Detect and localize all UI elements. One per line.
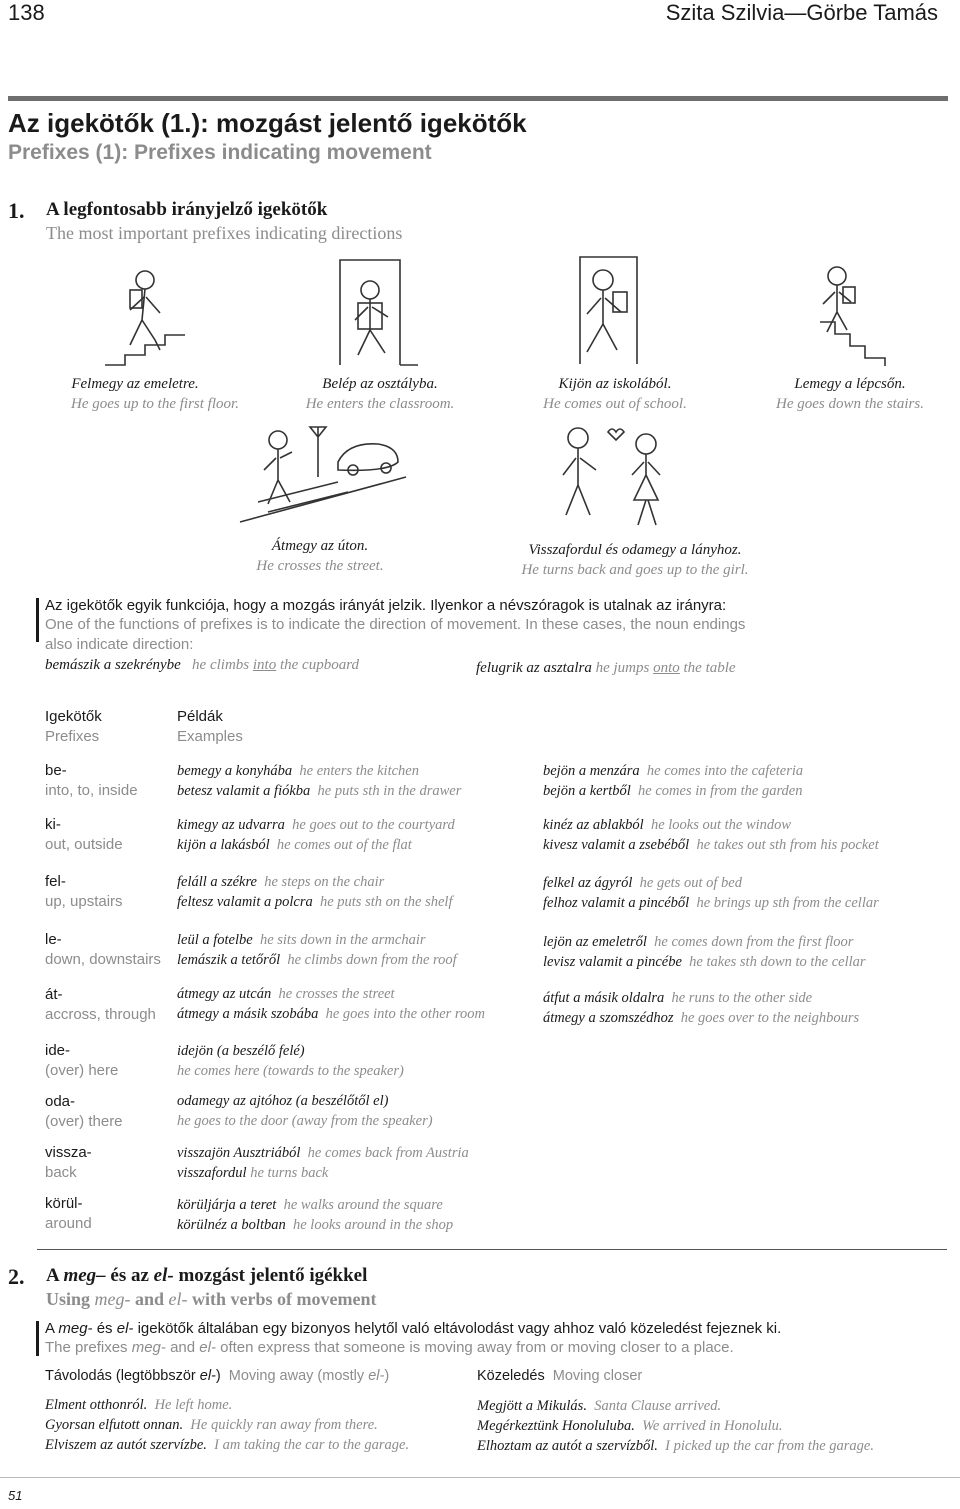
- examples-fel-col1: [177, 872, 452, 912]
- examples-ide: [177, 1041, 404, 1081]
- ex-hu: bejön a kertből: [543, 783, 631, 799]
- note-2-hu: [45, 1320, 781, 1337]
- ex-hu: visszafordul: [177, 1165, 247, 1181]
- examples-at-col2: [543, 988, 859, 1028]
- closer-hu: Közeledés: [477, 1368, 545, 1384]
- prefix-label: ide-: [45, 1042, 71, 1059]
- note-part: igekötők általában egy bizonyos helytől való eltávolodást vagy ahhoz való közeledést fejeznek ki.: [133, 1320, 782, 1337]
- ex-en: he puts sth in the drawer: [317, 783, 462, 799]
- note-1-bar: [36, 598, 39, 642]
- away-en-el: el-: [368, 1368, 385, 1384]
- ex-en: He left home.: [154, 1397, 233, 1413]
- example-1-en-underlined: into: [252, 657, 277, 673]
- moving-closer-examples: [477, 1396, 874, 1456]
- table-row-vissza: [45, 1143, 92, 1183]
- note-2-en: [45, 1339, 734, 1356]
- section-2-number: 2.: [8, 1264, 25, 1289]
- examples-ki-col1: [177, 815, 455, 855]
- caption-3-hu: Kijön az iskolából.: [558, 376, 672, 392]
- ex-en: he gets out of bed: [639, 875, 742, 891]
- note-meg: meg-: [58, 1320, 93, 1337]
- note-part: A: [45, 1320, 59, 1337]
- table-col-prefix-en: Prefixes: [45, 728, 100, 745]
- example-1-en-post: the cupboard: [276, 657, 359, 673]
- caption-4-en: He goes down the stairs.: [776, 396, 924, 412]
- ex-en: he looks out the window: [650, 817, 792, 833]
- ex-en: he climbs down from the roof: [287, 952, 457, 968]
- ex-hu: kijön a lakásból: [177, 837, 270, 853]
- ex-en: He quickly ran away from there.: [190, 1417, 378, 1433]
- ex-hu: feláll a székre: [177, 874, 257, 890]
- footer-rule: [0, 1477, 960, 1478]
- illustration-cross-street: [238, 422, 408, 527]
- ex-hu: átmegy az utcán: [177, 986, 272, 1002]
- table-row-le: [45, 930, 161, 970]
- ex-hu: odamegy az ajtóhoz (a beszélőtől el): [177, 1093, 389, 1109]
- prefix-label: át-: [45, 986, 63, 1003]
- ex-en: he comes in from the garden: [638, 783, 803, 799]
- illustration-exit-school: [565, 252, 645, 367]
- ex-en: he comes down from the first floor: [654, 934, 854, 950]
- prefix-meaning: (over) here: [45, 1062, 119, 1079]
- ex-hu: felhoz valamit a pincéből: [543, 895, 690, 911]
- title-rule: [8, 96, 948, 101]
- note-part: és: [92, 1320, 117, 1337]
- prefix-label: ki-: [45, 816, 61, 833]
- ex-en: he comes out of the flat: [276, 837, 412, 853]
- ex-en: he comes back from Austria: [307, 1145, 469, 1161]
- sub-part: and: [130, 1289, 169, 1309]
- caption-6-en: He turns back and goes up to the girl.: [521, 562, 749, 578]
- note-part: often express that someone is moving away from or moving closer to a place.: [215, 1339, 734, 1356]
- ex-hu: átmegy a másik szobába: [177, 1006, 319, 1022]
- section-1-number: 1.: [8, 198, 25, 223]
- table-col-examples-en: Examples: [177, 728, 243, 745]
- closer-en: Moving closer: [552, 1368, 643, 1384]
- ex-en: he takes sth down to the cellar: [689, 954, 866, 970]
- example-1-hu: bemászik a szekrénybe: [45, 657, 181, 673]
- table-row-at: [45, 985, 156, 1025]
- ex-en: Santa Clause arrived.: [594, 1398, 722, 1414]
- note-1-en-line1: One of the functions of prefixes is to indicate the direction of movement. In these cases, the noun endings: [45, 616, 746, 633]
- caption-5-en: He crosses the street.: [256, 558, 384, 574]
- table-row-ki: [45, 815, 123, 855]
- section-divider: [37, 1249, 947, 1250]
- note-1-en-line2: also indicate direction:: [45, 636, 194, 653]
- ex-hu: körüljárja a teret: [177, 1197, 277, 1213]
- note-1-example-2: [476, 660, 736, 677]
- ex-hu: leül a fotelbe: [177, 932, 253, 948]
- ex-hu: levisz valamit a pincébe: [543, 954, 682, 970]
- ex-en: he runs to the other side: [671, 990, 813, 1006]
- ex-hu: körülnéz a boltban: [177, 1217, 286, 1233]
- away-en-close: ): [384, 1368, 390, 1384]
- prefix-meaning: accross, through: [45, 1006, 156, 1023]
- examples-be-col1: [177, 761, 461, 801]
- ex-hu: Elviszem az autót szervízbe.: [45, 1437, 207, 1453]
- illustration-boy-and-girl: [538, 420, 688, 532]
- caption-5-hu: Átmegy az úton.: [271, 538, 369, 554]
- heading-part: A: [46, 1265, 64, 1286]
- away-en: Moving away (mostly: [228, 1368, 369, 1384]
- examples-fel-col2: [543, 873, 879, 913]
- prefix-meaning: around: [45, 1215, 92, 1232]
- ex-en: he comes here (towards to the speaker): [177, 1063, 404, 1079]
- prefix-label: körül-: [45, 1195, 83, 1212]
- example-2-en-underlined: onto: [653, 660, 680, 676]
- prefix-meaning: (over) there: [45, 1113, 123, 1130]
- ex-en: I picked up the car from the garage.: [665, 1438, 874, 1454]
- ex-hu: bejön a menzára: [543, 763, 640, 779]
- running-head-authors: Szita Szilvia—Görbe Tamás: [665, 0, 938, 25]
- illustration-enter-classroom: [330, 255, 420, 370]
- moving-away-heading: [45, 1368, 389, 1384]
- table-row-be: [45, 761, 138, 801]
- ex-en: he goes over to the neighbours: [680, 1010, 860, 1026]
- moving-closer-heading: [477, 1368, 642, 1384]
- ex-hu: idejön (a beszélő felé): [177, 1043, 305, 1059]
- footer-number: 51: [8, 1488, 23, 1503]
- prefix-meaning: down, downstairs: [45, 951, 161, 968]
- prefix-label: be-: [45, 762, 67, 779]
- ex-hu: kinéz az ablakból: [543, 817, 644, 833]
- heading-el: el-: [153, 1265, 174, 1286]
- examples-ki-col2: [543, 815, 879, 855]
- table-row-korul: [45, 1194, 92, 1234]
- caption-4-hu: Lemegy a lépcsőn.: [794, 376, 906, 392]
- caption-2-en: He enters the classroom.: [305, 396, 455, 412]
- prefix-meaning: back: [45, 1164, 77, 1181]
- ex-en: he enters the kitchen: [299, 763, 419, 779]
- prefix-meaning: out, outside: [45, 836, 123, 853]
- ex-en: he comes into the cafeteria: [646, 763, 804, 779]
- prefix-label: fel-: [45, 873, 66, 890]
- caption-1-hu: Felmegy az emeletre.: [71, 376, 199, 392]
- ex-en: he goes into the other room: [325, 1006, 485, 1022]
- ex-en: he puts sth on the shelf: [319, 894, 453, 910]
- ex-en: We arrived in Honolulu.: [642, 1418, 783, 1434]
- ex-hu: bemegy a konyhába: [177, 763, 293, 779]
- ex-en: he takes out sth from his pocket: [696, 837, 879, 853]
- ex-hu: átfut a másik oldalra: [543, 990, 665, 1006]
- ex-en: he brings up sth from the cellar: [696, 895, 879, 911]
- sub-part: Using: [46, 1289, 95, 1309]
- ex-hu: Elment otthonról.: [45, 1397, 148, 1413]
- note-1-example-1: [45, 657, 359, 674]
- example-2-en-pre: he jumps: [595, 660, 654, 676]
- ex-hu: lemászik a tetőről: [177, 952, 281, 968]
- examples-le-col2: [543, 932, 866, 972]
- illustration-stairs-down: [815, 262, 895, 370]
- note-part: and: [165, 1339, 200, 1356]
- ex-en: he goes to the door (away from the speaker): [177, 1113, 433, 1129]
- prefix-label: vissza-: [45, 1144, 92, 1161]
- section-1-heading: A legfontosabb irányjelző igekötők: [46, 199, 328, 220]
- away-hu-el: el-: [199, 1368, 216, 1384]
- caption-2-hu: Belép az osztályba.: [322, 376, 438, 392]
- examples-korul: [177, 1195, 453, 1235]
- ex-en: he crosses the street: [278, 986, 395, 1002]
- section-2-heading: [46, 1265, 367, 1287]
- examples-le-col1: [177, 930, 457, 970]
- examples-oda: [177, 1091, 433, 1131]
- ex-hu: lejön az emeletről: [543, 934, 647, 950]
- section-2-subheading: [46, 1289, 376, 1310]
- ex-hu: Megjött a Mikulás.: [477, 1398, 587, 1414]
- ex-hu: felkel az ágyról: [543, 875, 633, 891]
- away-hu-close: ): [215, 1368, 221, 1384]
- prefix-meaning: up, upstairs: [45, 893, 123, 910]
- note-el: el-: [116, 1320, 134, 1337]
- ex-en: I am taking the car to the garage.: [214, 1437, 410, 1453]
- prefix-label: oda-: [45, 1093, 76, 1110]
- heading-part: mozgást jelentő igékkel: [173, 1265, 368, 1286]
- page-number: 138: [8, 0, 45, 25]
- caption-6-hu: Visszafordul és odamegy a lányhoz.: [528, 542, 742, 558]
- example-2-hu: felugrik az asztalra: [476, 660, 592, 676]
- heading-meg: meg–: [63, 1265, 106, 1286]
- example-1-en-pre: he climbs: [192, 657, 253, 673]
- chapter-title: Az igekötők (1.): mozgást jelentő igekötők: [8, 108, 527, 138]
- sub-meg: meg-: [94, 1289, 131, 1309]
- ex-hu: visszajön Ausztriából: [177, 1145, 301, 1161]
- away-hu: Távolodás (legtöbbször: [45, 1368, 200, 1384]
- table-col-prefix-hu: Igekötők: [45, 708, 102, 725]
- ex-en: he goes out to the courtyard: [292, 817, 455, 833]
- note-meg: meg-: [131, 1339, 166, 1356]
- moving-away-examples: [45, 1395, 409, 1455]
- ex-en: he walks around the square: [283, 1197, 443, 1213]
- ex-hu: Elhoztam az autót a szervízből.: [477, 1438, 658, 1454]
- note-1-hu: Az igekötők egyik funkciója, hogy a mozgás irányát jelzik. Ilyenkor a névszóragok is utalnak az irányra:: [45, 597, 727, 614]
- caption-3-en: He comes out of school.: [543, 396, 687, 412]
- heading-part: és az: [105, 1265, 154, 1286]
- examples-vissza: [177, 1143, 469, 1183]
- table-row-ide: [45, 1041, 118, 1081]
- ex-en: he looks around in the shop: [293, 1217, 454, 1233]
- caption-1-en: He goes up to the first floor.: [71, 396, 239, 412]
- ex-en: he steps on the chair: [264, 874, 385, 890]
- examples-at-col1: [177, 984, 485, 1024]
- ex-hu: kimegy az udvarra: [177, 817, 285, 833]
- ex-hu: átmegy a szomszédhoz: [543, 1010, 674, 1026]
- ex-hu: Gyorsan elfutott onnan.: [45, 1417, 184, 1433]
- ex-hu: Megérkeztünk Honoluluba.: [477, 1418, 635, 1434]
- note-2-bar: [36, 1321, 39, 1356]
- example-2-en-post: the table: [679, 660, 736, 676]
- prefix-meaning: into, to, inside: [45, 782, 138, 799]
- illustration-stairs-up: [100, 265, 190, 370]
- ex-hu: betesz valamit a fiókba: [177, 783, 311, 799]
- ex-hu: kivesz valamit a zsebéből: [543, 837, 690, 853]
- note-el: el-: [199, 1339, 216, 1356]
- table-col-examples-hu: Példák: [177, 708, 223, 725]
- table-row-fel: [45, 872, 123, 912]
- chapter-subtitle: Prefixes (1): Prefixes indicating movement: [8, 141, 432, 164]
- section-1-subheading: The most important prefixes indicating directions: [46, 223, 403, 243]
- sub-part: with verbs of movement: [187, 1289, 377, 1309]
- table-row-oda: [45, 1092, 123, 1132]
- ex-en: he turns back: [250, 1165, 329, 1181]
- prefix-label: le-: [45, 931, 62, 948]
- sub-el: el-: [168, 1289, 188, 1309]
- note-part: The prefixes: [45, 1339, 132, 1356]
- ex-hu: feltesz valamit a polcra: [177, 894, 313, 910]
- examples-be-col2: [543, 761, 803, 801]
- ex-en: he sits down in the armchair: [259, 932, 426, 948]
